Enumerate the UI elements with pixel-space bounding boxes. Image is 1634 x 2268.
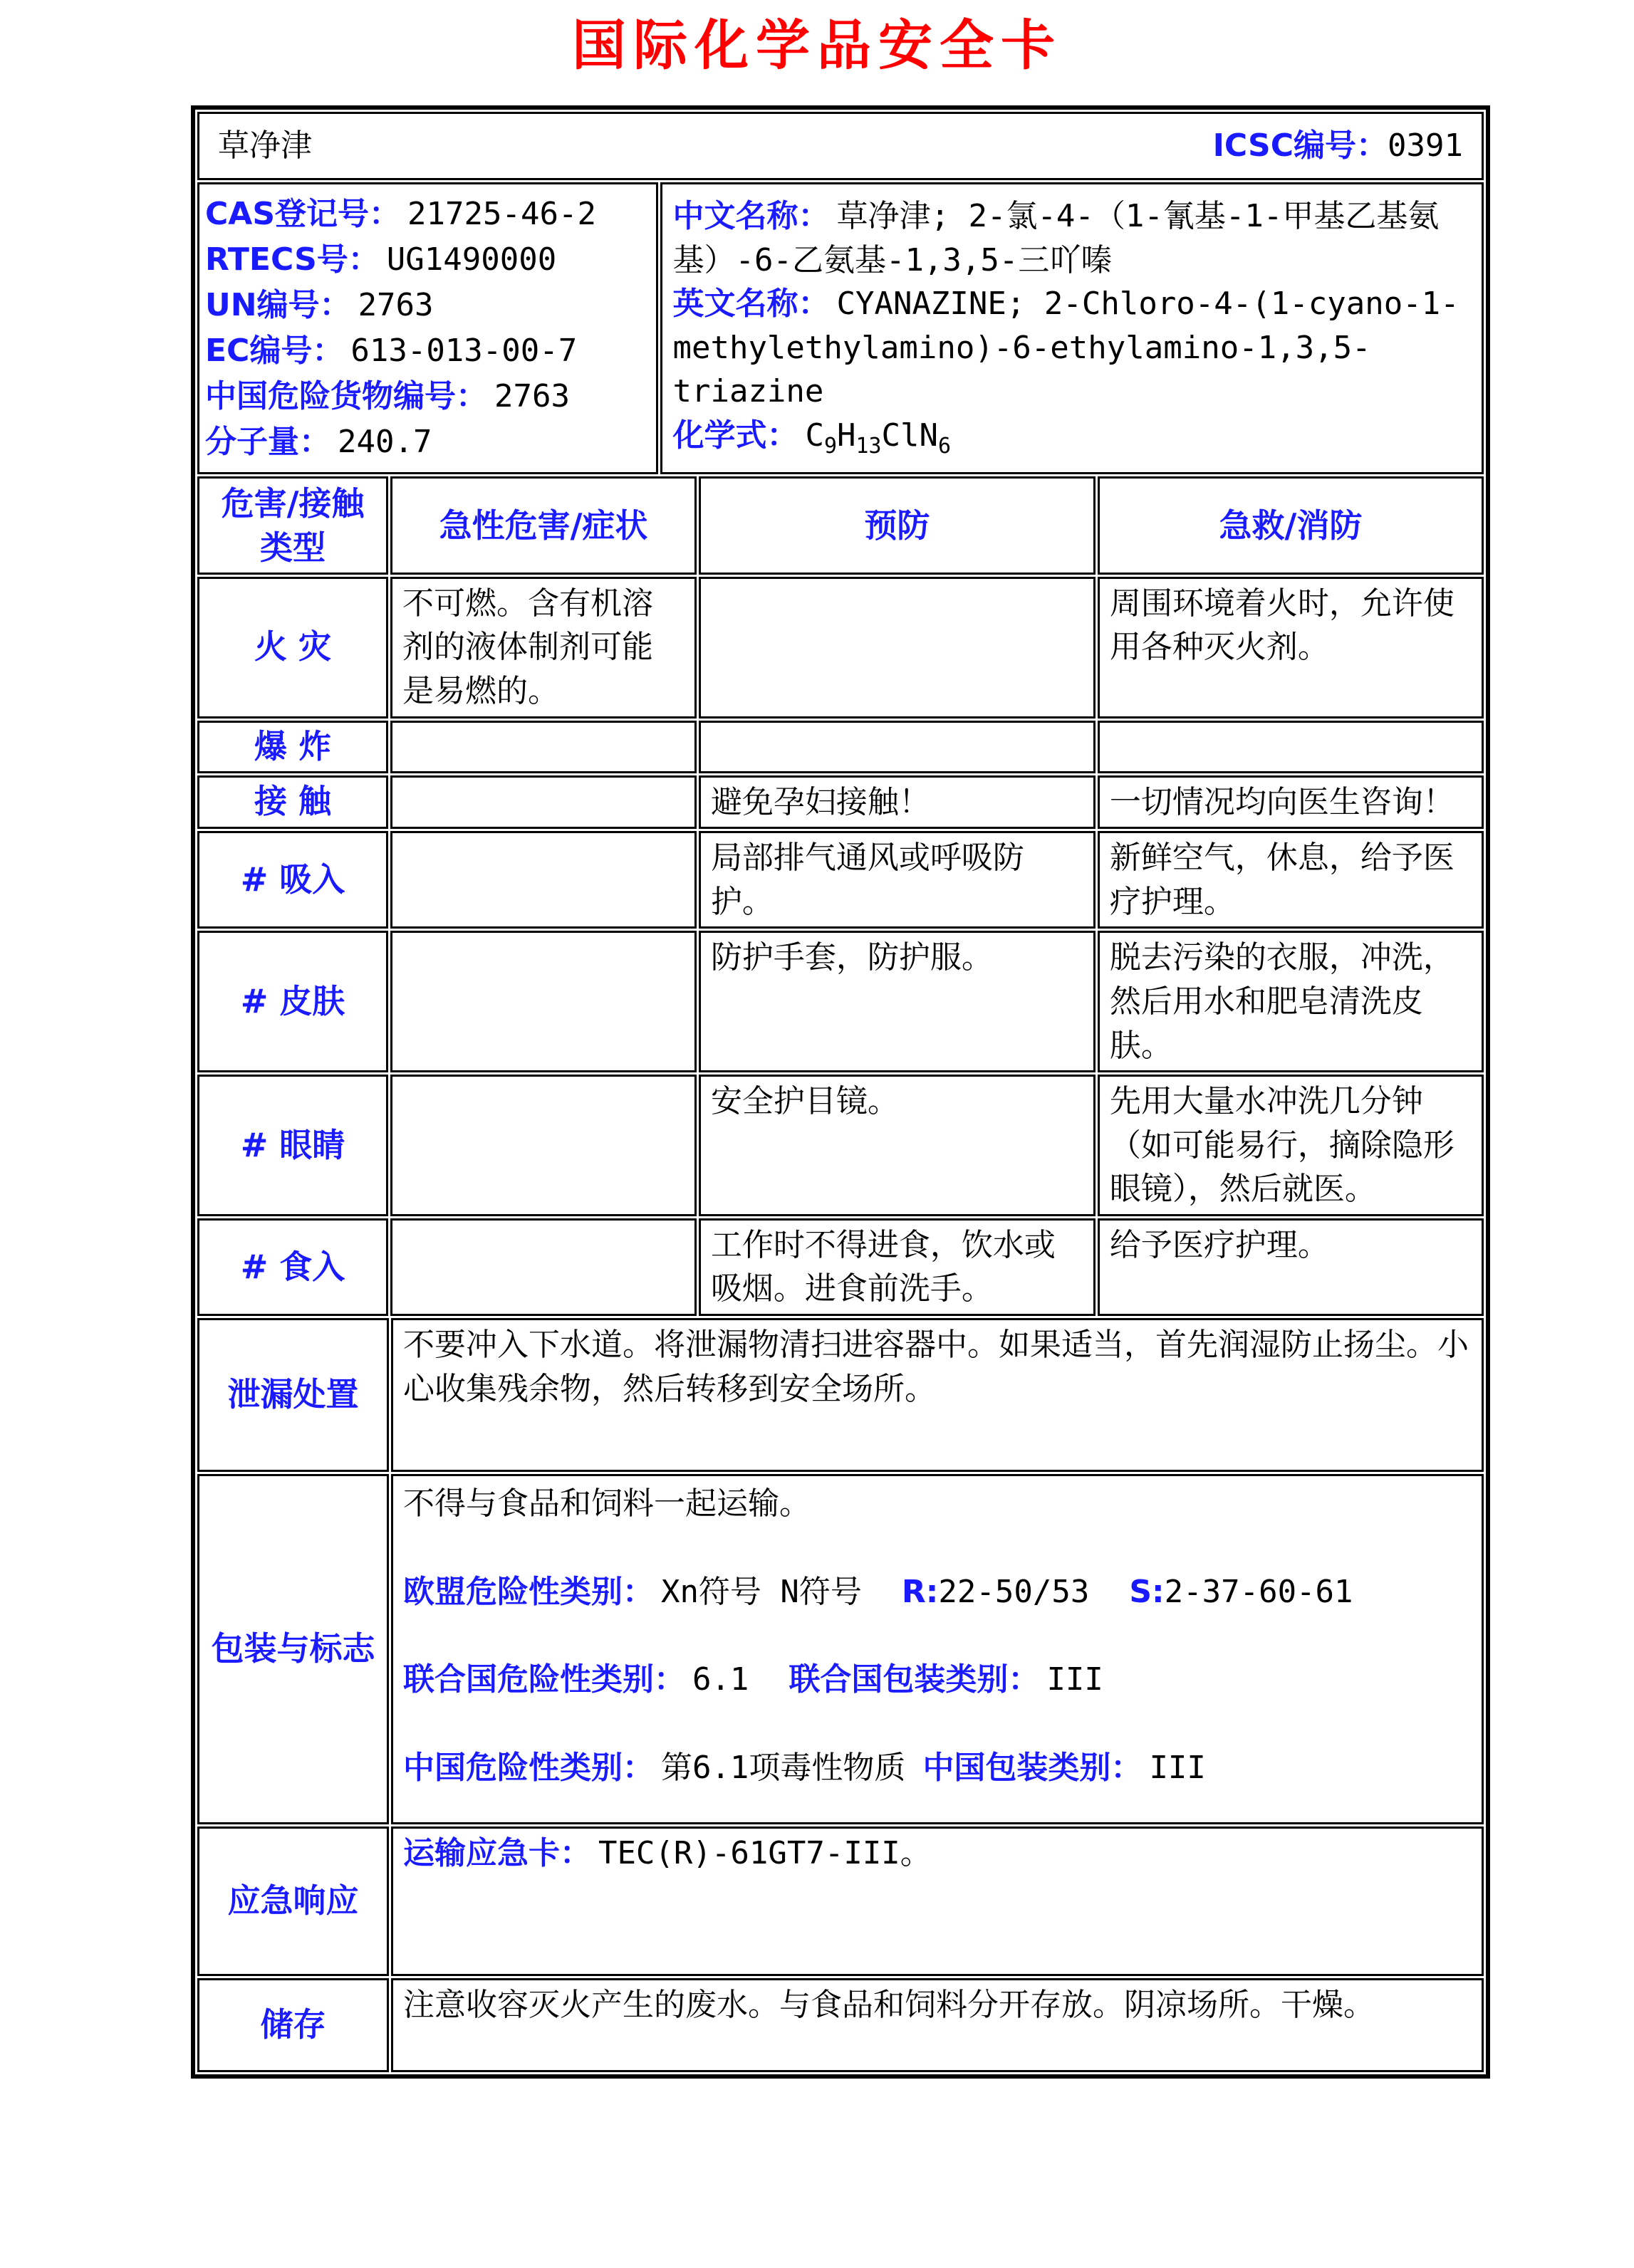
hazard-type-label: # 吸入	[197, 831, 388, 929]
hazard-firstaid: 给予医疗护理。	[1098, 1218, 1484, 1316]
hazard-row-inhalation	[197, 831, 1484, 929]
info-row	[197, 182, 1484, 474]
identifier-line	[205, 329, 653, 373]
emergency-content	[391, 1827, 1484, 1976]
hazard-prevention: 安全护目镜。	[699, 1075, 1096, 1216]
hazard-row-ingestion	[197, 1218, 1484, 1316]
eu-class-label: 欧盟危险性类别：	[402, 1573, 654, 1610]
hazard-type-label: # 食入	[197, 1218, 388, 1316]
s-phrases-value: 2-37-60-61	[1164, 1573, 1353, 1610]
hazard-prevention: 工作时不得进食，饮水或吸烟。进食前洗手。	[699, 1218, 1096, 1316]
name-cell	[197, 112, 1484, 180]
chinese-name-line	[672, 194, 1474, 282]
hazard-firstaid: 新鲜空气，休息，给予医疗护理。	[1098, 831, 1484, 929]
identifier-line	[205, 238, 653, 282]
identifier-value: 2763	[358, 286, 434, 323]
identifier-label: 分子量：	[205, 424, 331, 461]
transport-card-label: 运输应急卡：	[402, 1835, 591, 1872]
icsc-label: ICSC编号：	[1212, 127, 1388, 164]
cn-pack-label: 中国包装类别：	[922, 1749, 1143, 1786]
hazard-header-firstaid: 急救/消防	[1098, 476, 1484, 575]
packaging-un-line	[403, 1658, 1472, 1702]
storage-label: 储存	[197, 1978, 389, 2072]
emergency-label: 应急响应	[197, 1827, 389, 1976]
emergency-row	[197, 1827, 1484, 1976]
identifier-value: 240.7	[338, 424, 432, 461]
formula-label: 化学式：	[672, 417, 798, 454]
spill-row	[197, 1318, 1484, 1472]
page-title: 国际化学品安全卡	[572, 14, 1062, 77]
hazard-symptoms	[390, 831, 697, 929]
eu-symbols: Xn符号 N符号	[660, 1573, 862, 1610]
hazard-symptoms	[390, 721, 697, 773]
hazard-type-label: 接 触	[197, 775, 388, 830]
r-phrases-label: R:	[901, 1573, 939, 1610]
identifier-line	[205, 283, 653, 328]
identifier-label: RTECS号：	[205, 241, 380, 278]
hazard-row-skin	[197, 931, 1484, 1072]
chinese-name-label: 中文名称：	[672, 198, 830, 234]
hazard-header-symptoms: 急性危害/症状	[390, 476, 697, 575]
hazard-prevention	[699, 721, 1096, 773]
chemical-formula: $C_9H_{13}ClN_6$	[805, 417, 952, 459]
identifier-label: CAS登记号：	[205, 195, 401, 232]
hazard-firstaid: 先用大量水冲洗几分钟（如可能易行，摘除隐形眼镜），然后就医。	[1098, 1075, 1484, 1216]
hazard-symptoms	[390, 1075, 697, 1216]
english-name-value: CYANAZINE; 2-Chloro-4-(1-cyano-1-methylethylamino)-6-ethylamino-1,3,5-triazine	[672, 286, 1459, 410]
hazard-type-label: # 皮肤	[197, 931, 388, 1072]
hazard-prevention: 防护手套，防护服。	[699, 931, 1096, 1072]
identifier-label: EC编号：	[205, 333, 344, 370]
english-name-label: 英文名称：	[672, 286, 830, 323]
hazard-firstaid: 脱去污染的衣服，冲洗，然后用水和肥皂清洗皮肤。	[1098, 931, 1484, 1072]
icsc-number: 0391	[1388, 127, 1463, 164]
hazard-symptoms	[390, 1218, 697, 1316]
formula-line	[672, 414, 1474, 458]
hazard-symptoms	[390, 931, 697, 1072]
hazard-header-type: 危害/接触 类型	[197, 476, 388, 575]
s-phrases-label: S:	[1129, 1573, 1165, 1610]
cn-class-label: 中国危险性类别：	[402, 1749, 654, 1786]
packaging-eu-line	[403, 1570, 1472, 1614]
storage-row	[197, 1978, 1484, 2072]
names-cell	[660, 182, 1484, 474]
identifier-value: UG1490000	[386, 241, 557, 278]
safety-card-table	[191, 105, 1490, 2079]
hazard-type-label: 火 灾	[197, 577, 388, 718]
identifier-value: 21725-46-2	[407, 195, 596, 232]
un-class-value: 6.1	[692, 1661, 749, 1698]
storage-text: 注意收容灭火产生的废水。与食品和饲料分开存放。阴凉场所。干燥。	[391, 1978, 1484, 2072]
identifier-value: 2763	[494, 378, 570, 415]
transport-card-value: TEC(R)-61GT7-III。	[598, 1835, 932, 1872]
chinese-name-value: 草净津; 2-氯-4-（1-氰基-1-甲基乙基氨基）-6-乙氨基-1,3,5-三吖嗪	[672, 198, 1440, 278]
packaging-label: 包装与标志	[197, 1474, 389, 1824]
hazard-prevention: 局部排气通风或呼吸防护。	[699, 831, 1096, 929]
hazard-symptoms	[390, 775, 697, 830]
spill-text: 不要冲入下水道。将泄漏物清扫进容器中。如果适当，首先润湿防止扬尘。小心收集残余物，然后转移到安全场所。	[391, 1318, 1484, 1472]
hazard-prevention	[699, 577, 1096, 718]
identifier-label: 中国危险货物编号：	[205, 378, 487, 415]
cn-class-value: 第6.1项毒性物质	[660, 1749, 906, 1786]
hazard-header-row	[197, 476, 1484, 575]
identifier-label: UN编号：	[205, 286, 351, 323]
un-pack-value: III	[1046, 1661, 1103, 1698]
cn-pack-value: III	[1149, 1749, 1206, 1786]
r-phrases-value: 22-50/53	[938, 1573, 1090, 1610]
identifier-line	[205, 420, 653, 464]
hazard-firstaid	[1098, 721, 1484, 773]
name-row	[197, 112, 1484, 180]
identifier-value: 613-013-00-7	[350, 333, 578, 370]
identifier-line	[205, 375, 653, 419]
un-class-label: 联合国危险性类别：	[402, 1661, 685, 1698]
hazard-firstaid: 一切情况均向医生咨询！	[1098, 775, 1484, 830]
hazard-symptoms: 不可燃。含有机溶剂的液体制剂可能是易燃的。	[390, 577, 697, 718]
packaging-transport-note: 不得与食品和饲料一起运输。	[402, 1485, 811, 1522]
chemical-name: 草净津	[218, 127, 312, 164]
packaging-content	[391, 1474, 1484, 1824]
hazard-row-explosion	[197, 721, 1484, 773]
hazard-row-eyes	[197, 1075, 1484, 1216]
english-name-line	[672, 282, 1474, 414]
hazard-type-label: # 眼睛	[197, 1075, 388, 1216]
hazard-header-prevention: 预防	[699, 476, 1096, 575]
packaging-row	[197, 1474, 1484, 1824]
hazard-type-label: 爆 炸	[197, 721, 388, 773]
packaging-cn-line	[403, 1746, 1472, 1790]
hazard-prevention: 避免孕妇接触！	[699, 775, 1096, 830]
icsc-number-group	[1213, 124, 1463, 168]
identifier-line	[205, 192, 653, 236]
hazard-row-contact	[197, 775, 1484, 830]
identifiers-cell	[197, 182, 658, 474]
un-pack-label: 联合国包装类别：	[789, 1661, 1040, 1698]
hazard-firstaid: 周围环境着火时，允许使用各种灭火剂。	[1098, 577, 1484, 718]
spill-label: 泄漏处置	[197, 1318, 389, 1472]
hazard-row-fire	[197, 577, 1484, 718]
